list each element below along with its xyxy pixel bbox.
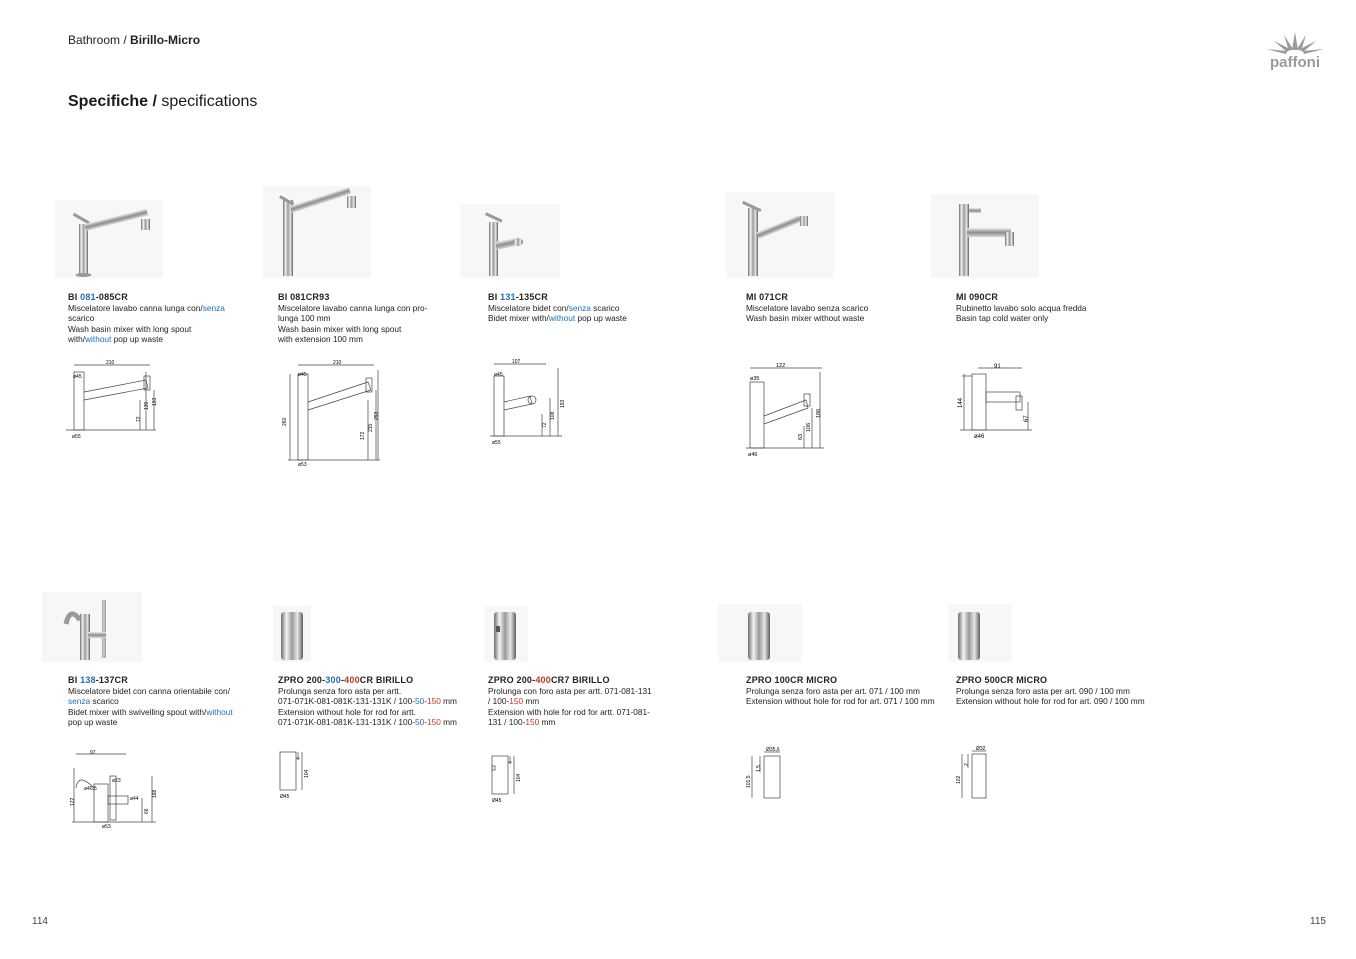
desc-en: Wash basin mixer with long spout xyxy=(278,323,402,334)
product-code: ZPRO 200-400CR7 BIRILLO xyxy=(488,675,610,685)
svg-text:210: 210 xyxy=(333,360,342,366)
page-number-right: 115 xyxy=(1310,916,1326,927)
desc-it: Miscelatore lavabo canna lunga con/senza xyxy=(68,303,225,313)
desc-it: Prolunga senza foro asta per art. 071 / 100 mm xyxy=(746,686,920,696)
desc-en: Extension without hole for rod for artt. xyxy=(278,706,416,717)
desc-en: Wash basin mixer with long spout xyxy=(68,323,192,334)
svg-text:ø53: ø53 xyxy=(298,462,307,468)
svg-text:Ø45: Ø45 xyxy=(280,794,290,800)
svg-text:107: 107 xyxy=(512,359,521,365)
svg-text:ø55: ø55 xyxy=(492,440,501,446)
extension-photo xyxy=(948,604,1012,662)
technical-drawing xyxy=(490,752,530,806)
svg-text:ø35: ø35 xyxy=(750,376,760,382)
svg-text:193: 193 xyxy=(152,397,158,406)
svg-text:101,5: 101,5 xyxy=(746,775,752,788)
desc-it: Prolunga senza foro asta per art. 090 / 100 mm xyxy=(956,686,1130,696)
svg-text:2: 2 xyxy=(964,763,970,766)
svg-text:193: 193 xyxy=(560,399,566,408)
product-code: ZPRO 100CR MICRO xyxy=(746,675,838,685)
product-code: BI 131-135CR xyxy=(488,292,548,302)
svg-text:260: 260 xyxy=(282,417,288,426)
desc-it: Miscelatore bidet con/senza scarico xyxy=(488,303,620,313)
desc-en: Bidet mixer with swivelling spout with/without xyxy=(68,706,233,717)
svg-text:104: 104 xyxy=(304,769,310,778)
technical-drawing xyxy=(66,360,166,444)
svg-text:172: 172 xyxy=(360,431,366,440)
breadcrumb-parent: Bathroom / xyxy=(68,33,127,47)
technical-drawing xyxy=(954,362,1034,444)
faucet-photo xyxy=(931,194,1039,278)
section-title: Specifiche / specifications xyxy=(68,93,258,110)
desc-en: Basin tap cold water only xyxy=(956,313,1049,324)
svg-text:ø46,5: ø46,5 xyxy=(84,786,97,792)
logo-wordmark: paffoni xyxy=(1270,54,1320,71)
page-number-left: 114 xyxy=(32,916,48,927)
technical-drawing xyxy=(278,360,384,468)
svg-text:ø55: ø55 xyxy=(72,434,81,440)
svg-text:63: 63 xyxy=(798,433,804,440)
svg-text:293: 293 xyxy=(374,411,380,420)
svg-text:210: 210 xyxy=(106,360,115,366)
svg-text:ø44: ø44 xyxy=(130,796,139,802)
svg-text:72: 72 xyxy=(136,416,142,422)
desc-it: Miscelatore lavabo canna lunga con pro- xyxy=(278,303,428,313)
desc-it: Prolunga con foro asta per artt. 071-081-131 xyxy=(488,686,652,696)
svg-text:1,5: 1,5 xyxy=(756,765,762,772)
technical-drawing xyxy=(952,742,998,802)
svg-text:66: 66 xyxy=(144,808,150,814)
technical-drawing xyxy=(488,358,572,448)
svg-text:Ø45: Ø45 xyxy=(492,798,502,804)
breadcrumb xyxy=(68,33,200,47)
svg-text:4: 4 xyxy=(508,761,514,764)
product-code: MI 071CR xyxy=(746,292,789,302)
faucet-photo xyxy=(263,186,371,278)
faucet-photo xyxy=(55,200,163,278)
svg-text:ø46: ø46 xyxy=(974,434,985,440)
svg-text:4: 4 xyxy=(296,757,302,760)
desc-it: Miscelatore lavabo senza scarico xyxy=(746,303,869,313)
desc-en: Extension without hole for rod for art. 071 / 100 mm xyxy=(746,696,935,707)
svg-text:ø46: ø46 xyxy=(748,452,758,458)
extension-photo xyxy=(273,606,311,662)
breadcrumb-current: Birillo-Micro xyxy=(130,33,201,47)
faucet-photo xyxy=(42,592,142,662)
product-code: MI 090CR xyxy=(956,292,999,302)
svg-text:235: 235 xyxy=(368,423,374,432)
svg-text:72: 72 xyxy=(542,422,548,428)
product-code: BI 081-085CR xyxy=(68,292,128,302)
svg-text:Ø32: Ø32 xyxy=(976,746,986,752)
extension-photo xyxy=(718,604,802,662)
desc-en: Extension with hole for rod for artt. 071-081- xyxy=(488,706,650,717)
product-code: ZPRO 500CR MICRO xyxy=(956,675,1048,685)
svg-text:186: 186 xyxy=(816,408,822,418)
svg-text:188: 188 xyxy=(152,789,158,798)
svg-text:97: 97 xyxy=(90,750,96,756)
technical-drawing xyxy=(66,748,162,832)
desc-it: Prolunga senza foro asta per artt. xyxy=(278,686,402,696)
svg-text:ø53: ø53 xyxy=(102,824,111,830)
desc-en: Bidet mixer with/without pop up waste xyxy=(488,313,627,324)
desc-it: Miscelatore bidet con canna orientabile con/ xyxy=(68,686,230,696)
faucet-photo xyxy=(460,204,560,278)
svg-text:Ø35,6: Ø35,6 xyxy=(766,747,780,753)
svg-text:ø45: ø45 xyxy=(298,372,307,378)
svg-text:122: 122 xyxy=(70,797,76,806)
technical-drawing xyxy=(744,360,830,460)
svg-text:91: 91 xyxy=(994,364,1001,370)
paffoni-logo xyxy=(1262,30,1328,72)
svg-text:106: 106 xyxy=(806,422,812,432)
svg-text:122: 122 xyxy=(776,363,786,369)
technical-drawing xyxy=(278,748,318,802)
technical-drawing xyxy=(742,742,792,800)
product-code: ZPRO 200-300-400CR BIRILLO xyxy=(278,675,414,685)
svg-text:67: 67 xyxy=(1024,415,1030,422)
svg-text:ø23: ø23 xyxy=(112,778,121,784)
svg-text:135: 135 xyxy=(144,401,150,410)
faucet-photo xyxy=(726,192,834,278)
svg-text:144: 144 xyxy=(958,397,964,408)
extension-photo xyxy=(484,606,528,662)
svg-text:ø45: ø45 xyxy=(73,374,82,380)
desc-it: Rubinetto lavabo solo acqua fredda xyxy=(956,303,1087,313)
product-code: BI 138-137CR xyxy=(68,675,128,685)
product-code: BI 081CR93 xyxy=(278,292,330,302)
svg-text:104: 104 xyxy=(516,773,522,782)
svg-text:108: 108 xyxy=(550,411,556,420)
svg-text:102: 102 xyxy=(956,775,962,784)
desc-en: Extension without hole for rod for art. 090 / 100 mm xyxy=(956,696,1145,707)
desc-en: Wash basin mixer without waste xyxy=(746,313,865,324)
svg-text:ø45: ø45 xyxy=(494,372,503,378)
